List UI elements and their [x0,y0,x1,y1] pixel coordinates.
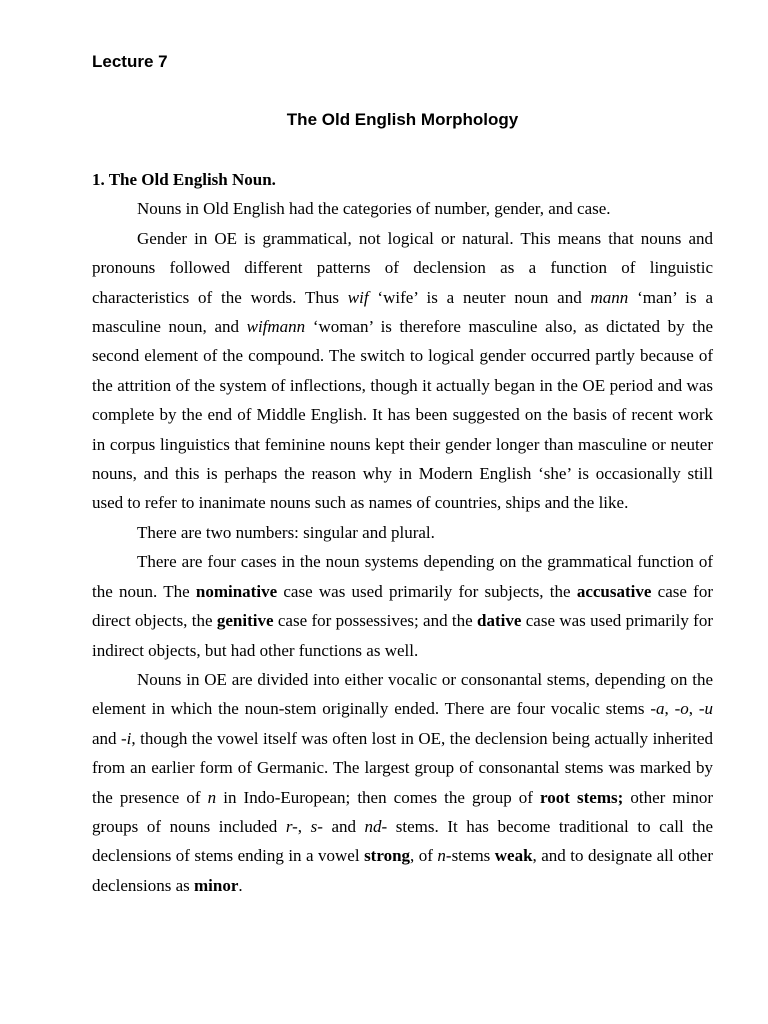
term-wifmann: wifmann [246,317,306,337]
document-body [92,165,713,900]
document-page [92,0,713,1024]
term-wif: wif [347,287,369,307]
text-run: and [322,816,365,836]
paragraph-categories [92,194,713,223]
text-run: and [92,728,121,748]
text-run: , [297,816,311,836]
section-heading: 1. The Old English Noun. [92,170,276,189]
paragraph-stems [92,665,713,900]
term-u-stem: -u [698,699,714,719]
term-n: n [207,787,217,807]
term-n-stems: n [437,846,446,866]
page-title [92,110,713,130]
text-run: , though the vowel itself was often lost in OE, the declension being actually inherited from an earlier form of Germanic. The largest group of consonantal stems was marked by the presence of [92,728,713,807]
text-run: case for possessives; and the [273,611,478,631]
text-run: ‘woman’ is therefore masculine also, as dictated by the second element of the compound. The switch to logical gender occurred partly because of the attrition of the system of inflections, though it actually began in the OE period and was complete by the end of Middle English. It has been suggested on the basis of recent work in corpus linguistics that feminine nouns kept their gender longer than masculine or neuter nouns, and this is perhaps the reason why in Modern English ‘she’ is occasionally still used to refer to inanimate nouns such as names of countries, ships and the like. [92,317,713,513]
term-dative: dative [477,611,522,631]
page-title-text: The Old English Morphology [286,110,519,129]
text-run: , of [410,846,438,866]
text-run: Nouns in Old English had the categories of number, gender, and case. [137,199,611,219]
term-s-stem: s- [310,816,323,836]
text-run: other minor groups of nouns included [92,787,713,836]
text-run: . [238,875,243,895]
lecture-label: Lecture 7 [92,52,168,71]
text-run: -stems [445,846,495,866]
text-run: case was used primarily for indirect objects, but had other functions as well. [92,611,714,660]
text-run: Gender in OE is grammatical, not logical or natural. This means that nouns and pronouns followed different patterns of declension as a function of linguistic characteristics of the words. Thus [92,228,713,307]
term-accusative: accusative [576,581,652,601]
text-run: , and to designate all other declensions as [92,846,714,895]
text-run: There are four cases in the noun systems depending on the grammatical function of the noun. The [92,552,713,601]
text-run: Nouns in OE are divided into either vocalic or consonantal stems, depending on the element in which the noun-stem originally ended. There are four vocalic stems [92,669,713,719]
term-strong: strong [364,846,411,866]
term-root-stems: root stems; [540,787,624,807]
term-nominative: nominative [195,581,278,601]
text-run: stems. It has become traditional to call the declensions of stems ending in a vowel [92,816,713,866]
paragraph-cases [92,547,713,665]
text-run: case was used primarily for subjects, the [277,581,577,601]
term-weak: weak [494,846,533,866]
term-minor: minor [193,875,239,895]
text-run: There are two numbers: singular and plural. [137,522,435,542]
text-run: case for direct objects, the [92,581,713,631]
text-run: , [688,699,699,719]
term-mann: mann [590,287,629,307]
text-run: in Indo-European; then comes the group of [216,787,541,807]
term-a-stem: -a [650,699,665,719]
term-genitive: genitive [216,611,274,631]
paragraph-numbers [92,518,713,547]
term-r-stem: r- [285,816,298,836]
text-run: , [664,699,675,719]
paragraph-gender [92,224,713,518]
text-run: ‘man’ is a masculine noun, and [92,287,714,337]
term-nd-stem: nd- [364,816,388,836]
text-run: ‘wife’ is a neuter noun and [368,287,591,307]
term-o-stem: -o [674,699,689,719]
term-i-stem: -i [121,728,132,748]
